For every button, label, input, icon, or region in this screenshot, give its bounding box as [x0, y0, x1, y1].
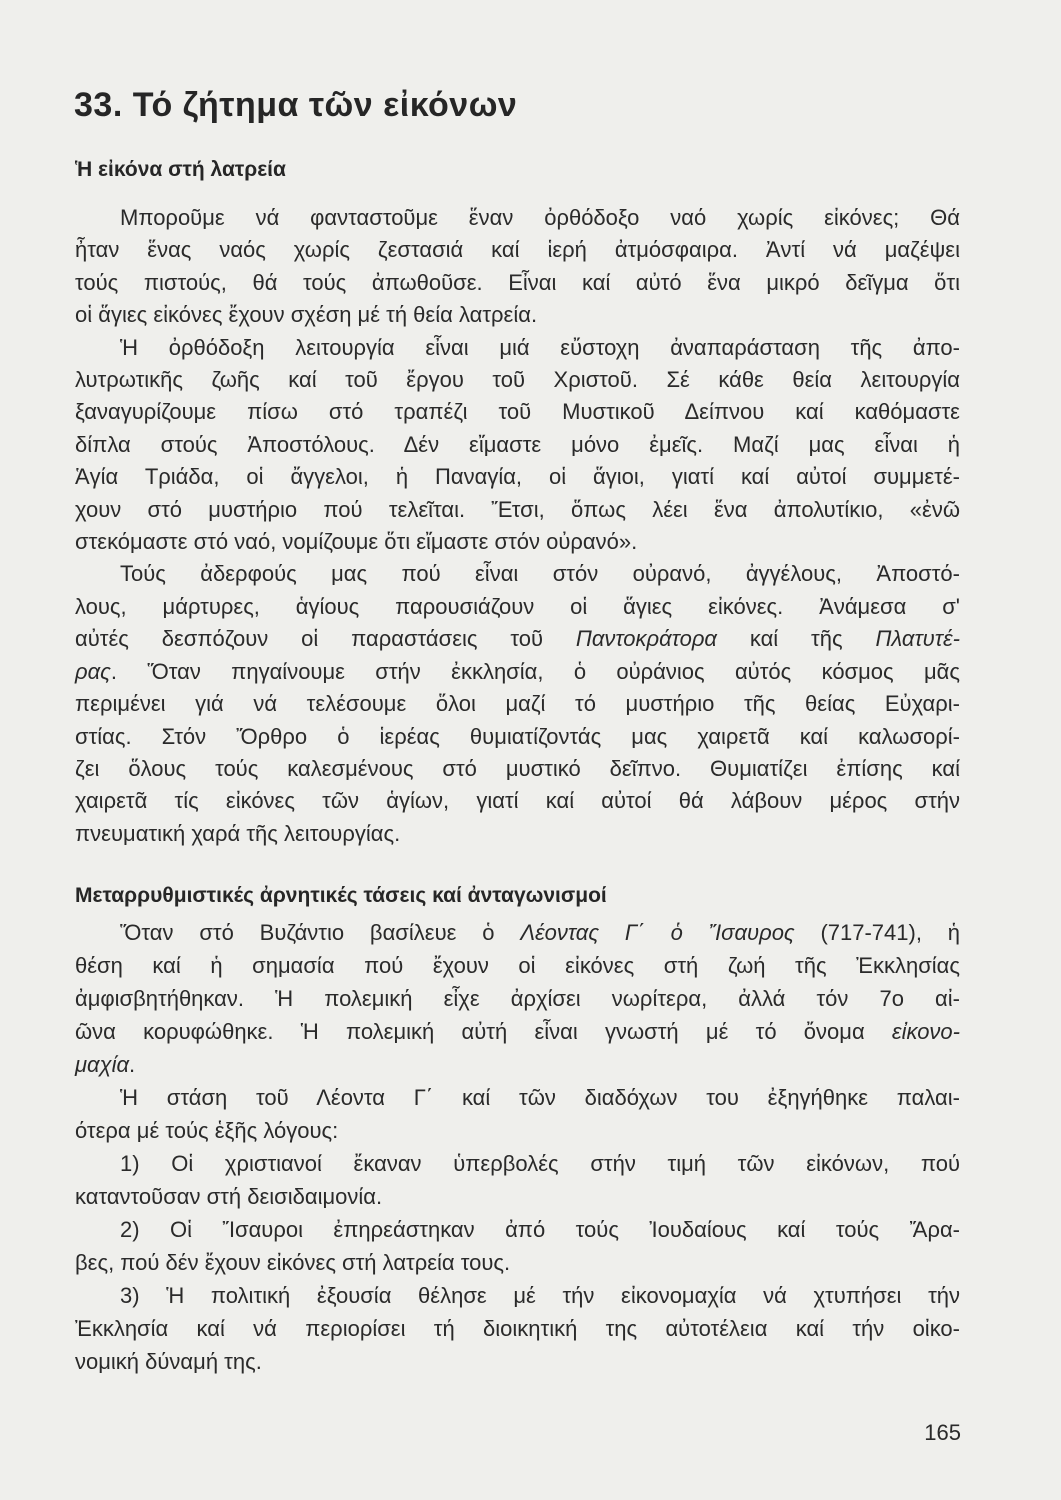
text-line [75, 332, 960, 364]
paragraph [75, 916, 960, 1081]
text-line [75, 982, 960, 1015]
text-line [75, 202, 960, 234]
paragraph [75, 558, 960, 850]
text-line [75, 364, 960, 396]
text-segment: Τούς ἀδερφούς μας πού εἶναι στόν οὐρανό, ἀγγέλους, Ἀποστό- [120, 561, 960, 587]
text-segment: Ἡ στάση τοῦ Λέοντα Γ΄ καί τῶν διαδόχων του ἐξηγήθηκε παλαι- [120, 1085, 960, 1110]
text-line [75, 916, 960, 949]
text-segment: στεκόμαστε στό ναό, νομίζουμε ὅτι εἴμαστε στόν οὐρανό». [75, 529, 638, 555]
text-segment: ζει ὅλους τούς καλεσμένους στό μυστικό δεῖπνο. Θυμιατίζει ἐπίσης καί [75, 755, 960, 781]
text-line [75, 526, 960, 558]
italic-text: Παντοκράτορα [575, 626, 717, 652]
section-heading: Μεταρρυθμιστικές ἀρνητικές τάσεις καί ἀνταγωνισμοί [75, 884, 607, 907]
text-line [75, 1279, 960, 1312]
page-number: 165 [924, 1420, 961, 1445]
section-reform-tendencies [75, 880, 960, 1378]
text-segment: λυτρωτικῆς ζωῆς καί τοῦ ἔργου τοῦ Χριστοῦ. Σέ κάθε θεία λειτουργία [75, 367, 960, 393]
text-segment: καί τῆς [716, 626, 876, 652]
text-line [75, 949, 960, 982]
text-line [75, 1312, 960, 1345]
text-line [75, 1081, 960, 1114]
text-line [75, 688, 960, 720]
paragraph [75, 1081, 960, 1147]
text-segment: . [129, 1052, 136, 1077]
paragraph [75, 332, 960, 559]
text-segment: χουν στό μυστήριο πού τελεῖται. Ἔτσι, ὅπως λέει ἕνα ἀπολυτίκιο, «ἐνῶ [75, 496, 960, 522]
text-segment: Ἐκκλησία καί νά περιορίσει τή διοικητική της αὐτοτέλεια καί τήν οἰκο- [75, 1316, 960, 1341]
text-segment: Ὅταν στό Βυζάντιο βασίλευε ὁ [120, 920, 521, 945]
text-line [75, 396, 960, 428]
text-segment: πνευματική χαρά τῆς λειτουργίας. [75, 820, 401, 846]
text-segment: Ἡ ὀρθόδοξη λειτουργία εἶναι μιά εὔστοχη ἀναπαράσταση τῆς ἀπο- [120, 334, 960, 360]
text-line [75, 1213, 960, 1246]
text-segment: 1) Οἱ χριστιανοί ἔκαναν ὑπερβολές στήν τιμή τῶν εἰκόνων, πού [120, 1151, 960, 1176]
text-line [75, 753, 960, 785]
text-segment: θέση καί ἡ σημασία πού ἔχουν οἱ εἰκόνες στή ζωή τῆς Ἐκκλησίας [75, 953, 960, 978]
text-segment: τούς πιστούς, θά τούς ἀπωθοῦσε. Εἶναι καί αὐτό ἕνα μικρό δεῖγμα ὅτι [75, 269, 960, 295]
text-segment: (717-741), ἡ [794, 920, 961, 945]
paragraph [75, 1279, 960, 1378]
text-segment: χαιρετᾶ τίς εἰκόνες τῶν ἁγίων, γιατί καί αὐτοί θά λάβουν μέρος στήν [75, 788, 960, 814]
text-segment: ἦταν ἕνας ναός χωρίς ζεστασιά καί ἱερή ἀτμόσφαιρα. Ἀντί νά μαζέψει [75, 237, 960, 263]
text-segment: 2) Οἱ Ἴσαυροι ἐπηρεάστηκαν ἀπό τούς Ἰουδαίους καί τούς Ἄρα- [120, 1217, 960, 1242]
text-line [75, 429, 960, 461]
text-segment: ἀμφισβητήθηκαν. Ἡ πολεμική εἶχε ἀρχίσει νωρίτερα, ἀλλά τόν 7ο αἰ- [75, 986, 960, 1011]
text-segment: 3) Ἡ πολιτική ἐξουσία θέλησε μέ τήν εἰκονομαχία νά χτυπήσει τήν [120, 1283, 960, 1308]
text-segment: δίπλα στούς Ἀποστόλους. Δέν εἴμαστε μόνο ἐμεῖς. Μαζί μας εἶναι ἡ [75, 431, 960, 457]
italic-text: μαχία [75, 1052, 130, 1077]
text-segment: λους, μάρτυρες, ἁγίους παρουσιάζουν οἱ ἅγιες εἰκόνες. Ἀνάμεσα σ' [75, 593, 960, 619]
text-line [75, 785, 960, 817]
text-line [75, 267, 960, 299]
text-segment: βες, πού δέν ἔχουν εἰκόνες στή λατρεία τους. [75, 1250, 511, 1275]
text-segment: στίας. Στόν Ὄρθρο ὁ ἱερέας θυμιατίζοντάς μας χαιρετᾶ καί καλωσορί- [75, 723, 960, 749]
paragraph [75, 1147, 960, 1213]
text-segment: περιμένει γιά νά τελέσουμε ὅλοι μαζί τό μυστήριο τῆς θείας Εὐχαρι- [75, 691, 960, 717]
text-line [75, 1015, 960, 1048]
text-segment: νομική δύναμή της. [75, 1349, 262, 1374]
text-line [75, 494, 960, 526]
text-segment: καταντοῦσαν στή δεισιδαιμονία. [75, 1184, 383, 1209]
text-segment: αὐτές δεσπόζουν οἱ παραστάσεις τοῦ [75, 626, 576, 652]
italic-text: Πλατυτέ- [875, 626, 961, 652]
text-line [75, 1180, 960, 1213]
italic-text: ρας [75, 658, 111, 684]
paragraph [75, 1213, 960, 1279]
text-segment: ῶνα κορυφώθηκε. Ἡ πολεμική αὐτή εἶναι γνωστή μέ τό ὄνομα [75, 1019, 892, 1044]
section-heading: Ἡ εἰκόνα στή λατρεία [75, 158, 286, 181]
text-line [75, 721, 960, 753]
text-line [75, 656, 960, 688]
text-line [75, 1345, 960, 1378]
text-line [75, 234, 960, 266]
text-line [75, 461, 960, 493]
text-line [75, 1114, 960, 1147]
italic-text: εἰκονο- [891, 1019, 960, 1044]
text-line [75, 299, 960, 331]
text-segment: Μποροῦμε νά φανταστοῦμε ἕναν ὀρθόδοξο ναό χωρίς εἰκόνες; Θά [120, 205, 960, 230]
italic-text: Λέοντας Γ΄ ὁ Ἴσαυρος [520, 920, 795, 945]
section-icon-in-worship [75, 154, 960, 850]
page-title: 33. Τό ζήτημα τῶν εἰκόνων [74, 86, 518, 124]
text-line [75, 591, 960, 623]
text-segment: . Ὅταν πηγαίνουμε στήν ἐκκλησία, ὁ οὐράνιος αὐτός κόσμος μᾶς [110, 658, 960, 684]
text-segment: ότερα μέ τούς ἑξῆς λόγους: [75, 1118, 339, 1143]
text-line [75, 818, 960, 850]
text-line [75, 623, 960, 655]
text-line [75, 1246, 960, 1279]
text-line [75, 1147, 960, 1180]
text-segment: ξαναγυρίζουμε πίσω στό τραπέζι τοῦ Μυστικοῦ Δείπνου καί καθόμαστε [75, 399, 960, 425]
text-segment: οἱ ἅγιες εἰκόνες ἔχουν σχέση μέ τή θεία λατρεία. [75, 302, 538, 328]
text-line [75, 1048, 960, 1081]
text-line [75, 558, 960, 590]
text-segment: Ἁγία Τριάδα, οἱ ἄγγελοι, ἡ Παναγία, οἱ ἅγιοι, γιατί καί αὐτοί συμμετέ- [75, 464, 960, 490]
paragraph [75, 202, 960, 332]
